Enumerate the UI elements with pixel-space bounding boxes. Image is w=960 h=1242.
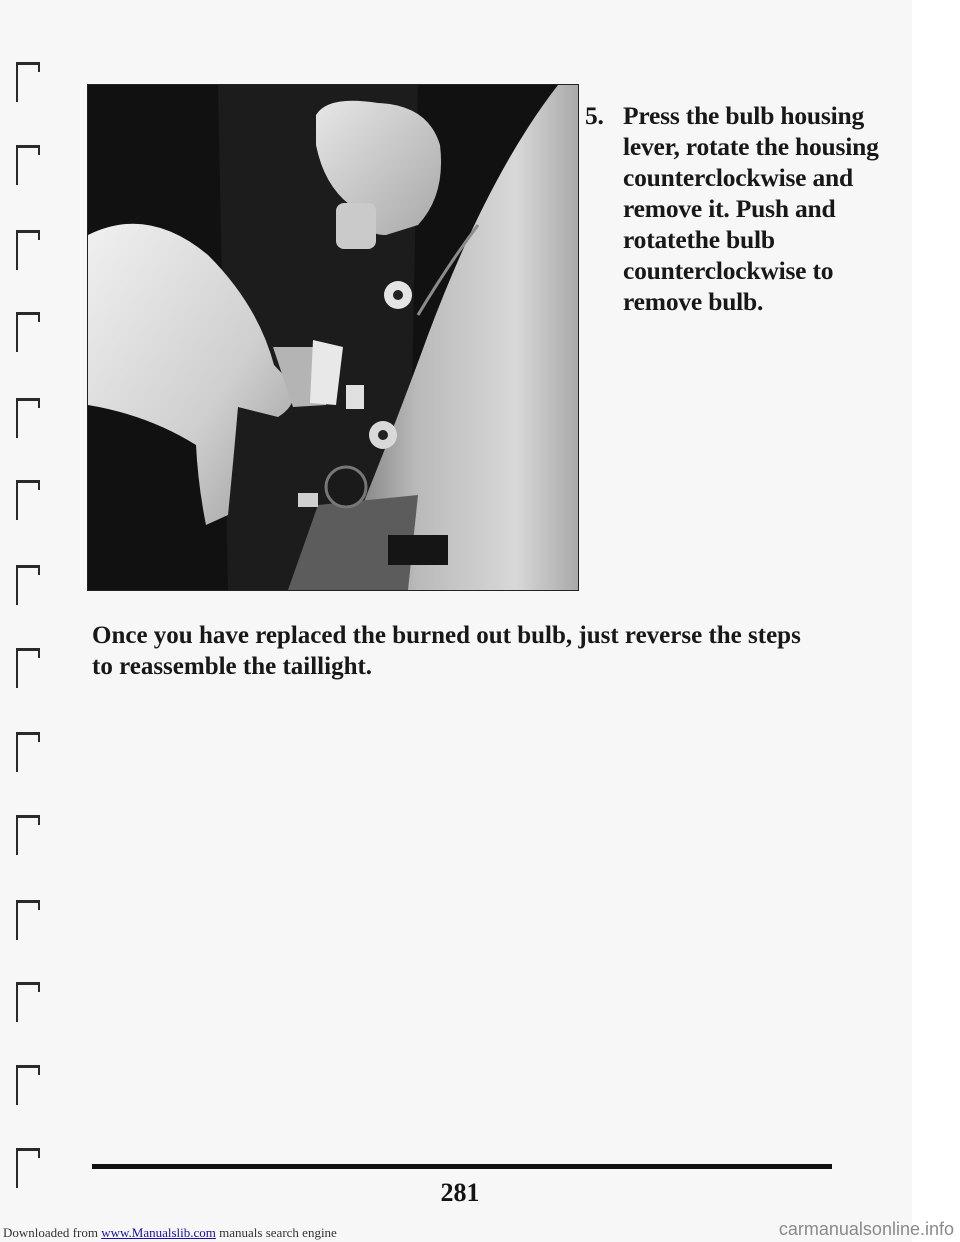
binding-mark [16,398,38,438]
binding-marks [0,0,60,1242]
binding-mark [16,1148,38,1188]
step-number: 5. [585,101,604,130]
binding-mark [16,480,38,520]
step-text: Press the bulb housing lever, rotate the housing counterclockwise and remove it. Push and rotatethe bulb counterclockwise to remove bulb. [623,101,879,316]
binding-mark [16,982,38,1022]
watermark-text: carmanualsonline.info [778,1219,954,1239]
footer-rule [92,1164,832,1169]
binding-mark [16,565,38,605]
binding-mark [16,900,38,940]
binding-mark [16,230,38,270]
footer-suffix: manuals search engine [215,1225,337,1240]
binding-mark [16,62,38,102]
reassembly-paragraph: Once you have replaced the burned out bulb, just reverse the steps to reassemble the taillight. [92,622,801,680]
page-margin [912,0,960,1242]
instruction-step [585,100,885,317]
binding-mark [16,145,38,185]
binding-mark [16,648,38,688]
footer-prefix: Downloaded from [3,1225,102,1240]
binding-mark [16,815,38,855]
binding-mark [16,1065,38,1105]
page-number: 281 [440,1178,480,1207]
taillight-bulb-removal-photo [88,85,578,590]
binding-mark [16,732,38,772]
footer-source [3,1224,337,1242]
photo-illustration [88,85,578,590]
binding-mark [16,312,38,352]
download-footer [0,1219,960,1242]
manualslib-link[interactable]: www.Manualslib.com [101,1225,216,1240]
